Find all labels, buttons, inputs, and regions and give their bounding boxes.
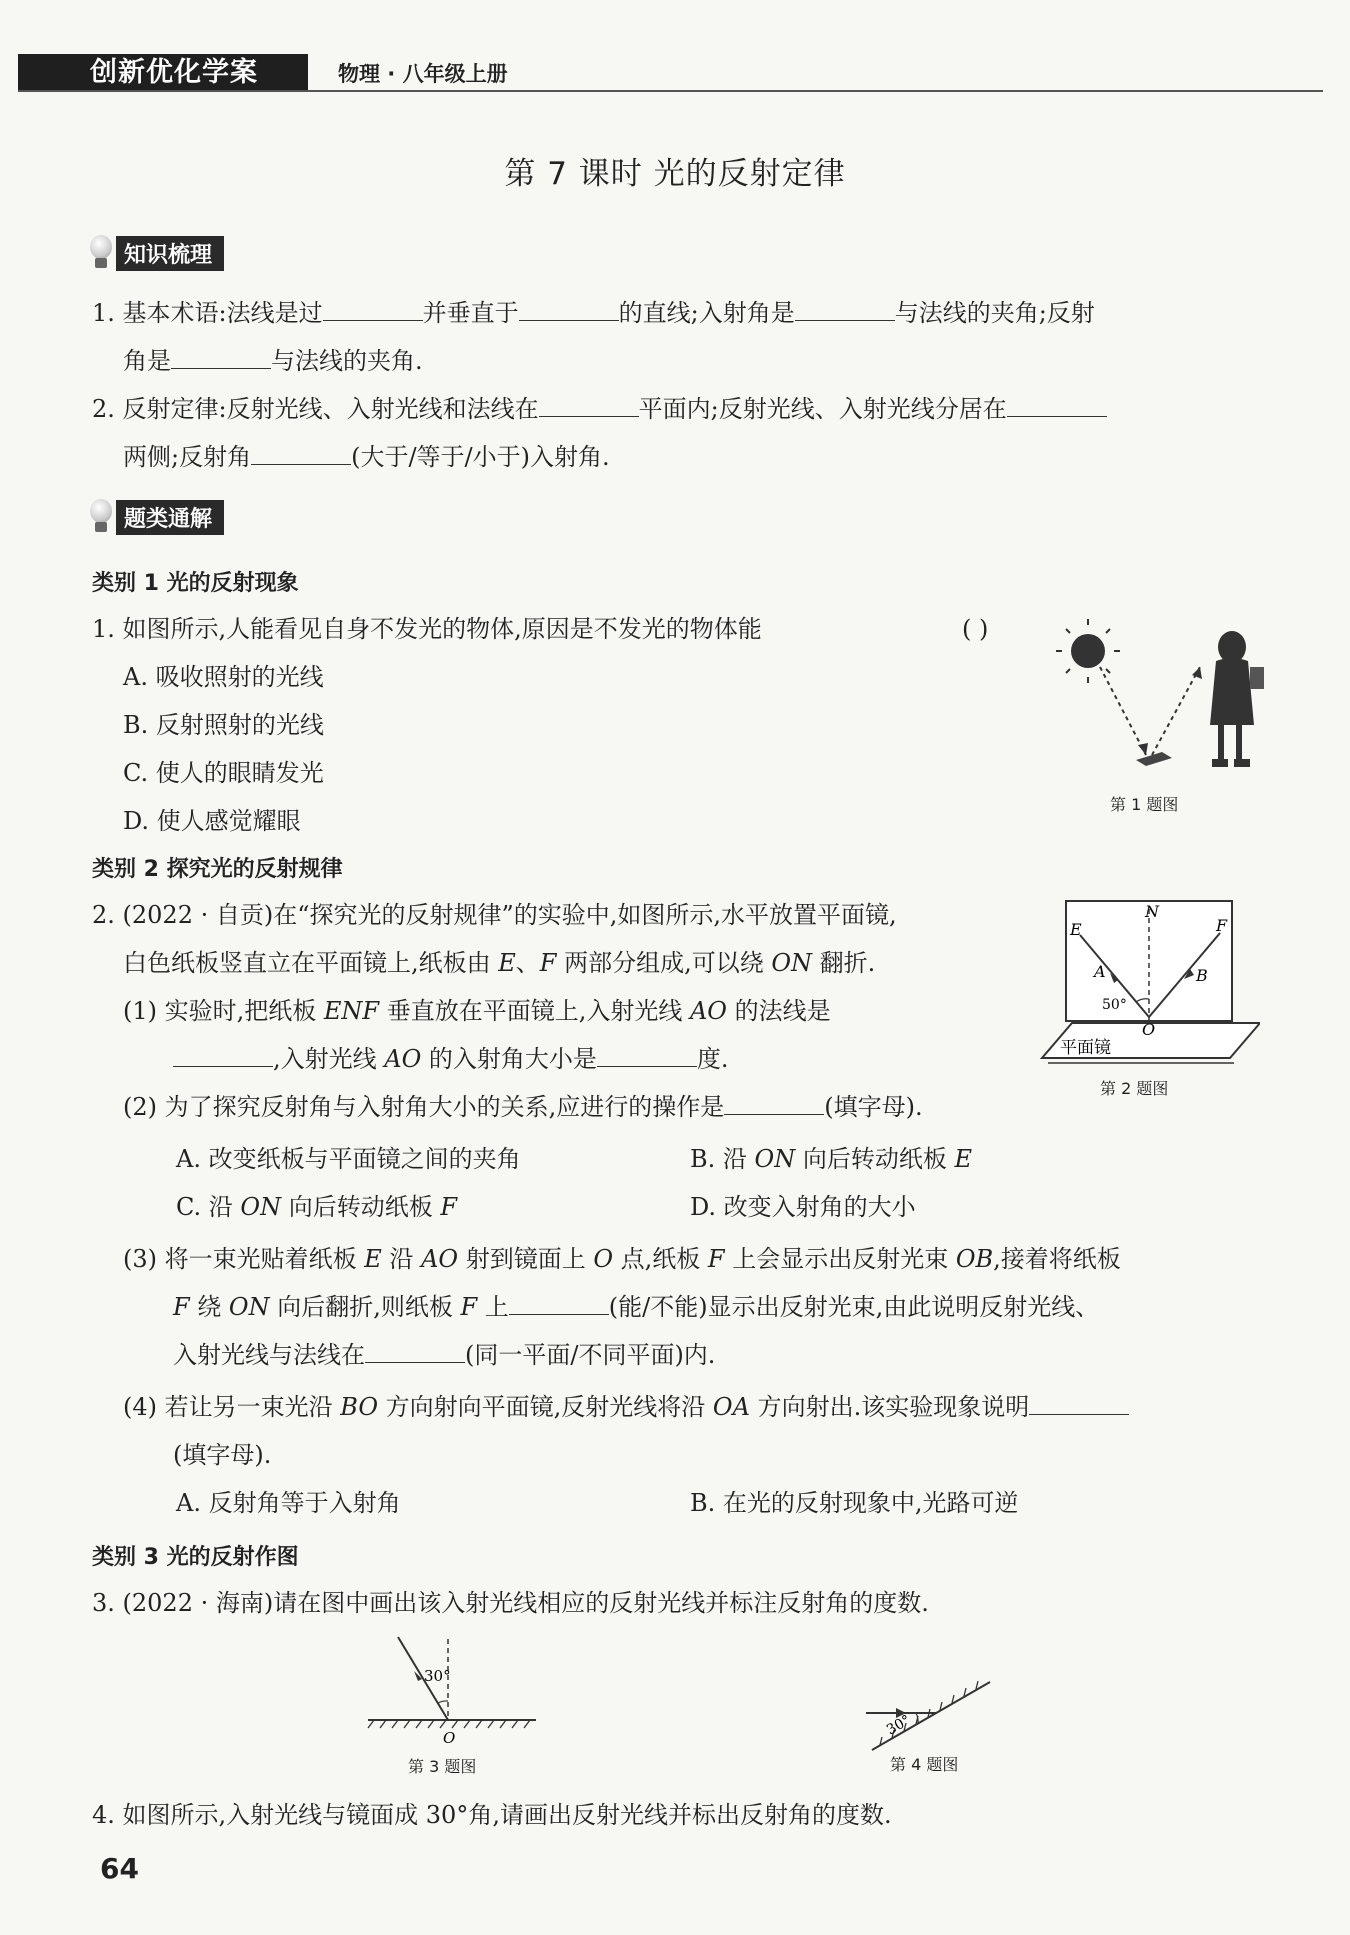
label-f: F xyxy=(1216,916,1228,935)
category-3: 类别 3 光的反射作图 xyxy=(92,1545,299,1570)
answer-blank[interactable] xyxy=(724,1092,824,1115)
q2-stem-line1: 2. (2022 · 自贡)在“探究光的反射规律”的实验中,如图所示,水平放置平面镜, xyxy=(92,901,897,929)
sun-icon xyxy=(1056,619,1120,683)
q2-option-b[interactable]: B. 沿 ON 向后转动纸板 E xyxy=(690,1145,973,1173)
label-n: N xyxy=(1145,902,1159,921)
q3-figure-caption: 第 3 题图 xyxy=(408,1757,477,1776)
answer-blank[interactable] xyxy=(539,394,639,417)
lightbulb-icon xyxy=(88,499,114,535)
q4-figure xyxy=(860,1620,1010,1755)
mirror-surface xyxy=(872,1682,990,1750)
section-label: 知识梳理 xyxy=(116,236,224,271)
q4-figure-caption: 第 4 题图 xyxy=(890,1755,959,1774)
q3-stem: 3. (2022 · 海南)请在图中画出该入射光线相应的反射光线并标注反射角的度数. xyxy=(92,1589,929,1617)
answer-blank[interactable] xyxy=(251,442,351,465)
q2-sub2: (2) 为了探究反射角与入射角大小的关系,应进行的操作是 (填字母). xyxy=(123,1093,923,1121)
label-a: A xyxy=(1094,962,1106,981)
q2-sub3-line1: (3) 将一束光贴着纸板 E 沿 AO 射到镜面上 O 点,纸板 F 上会显示出反射光束 OB,接着将纸板 xyxy=(123,1245,1121,1273)
category-2: 类别 2 探究光的反射规律 xyxy=(92,857,343,882)
answer-blank[interactable] xyxy=(795,298,895,321)
knowledge-q2-line1: 2. 反射定律:反射光线、入射光线和法线在 平面内;反射光线、入射光线分居在 xyxy=(92,394,1107,424)
q2-option-a[interactable]: A. 改变纸板与平面镜之间的夹角 xyxy=(176,1145,521,1173)
q2-figure xyxy=(1030,895,1260,1070)
q1-option-d[interactable]: D. 使人感觉耀眼 xyxy=(123,807,301,835)
q1-figure-caption: 第 1 题图 xyxy=(1110,795,1179,814)
q2-sub4-line2: (填字母). xyxy=(173,1441,272,1469)
answer-blank[interactable] xyxy=(519,298,619,321)
q2-sub4-option-a[interactable]: A. 反射角等于入射角 xyxy=(176,1489,401,1517)
q2-sub3-line2: F 绕 ON 向后翻折,则纸板 F 上 (能/不能)显示出反射光束,由此说明反射光线、 xyxy=(173,1293,1100,1321)
header-subject: 物理 · 八年级上册 xyxy=(338,62,508,86)
header-rule xyxy=(18,90,1323,92)
answer-blank[interactable] xyxy=(1029,1392,1129,1415)
section-types xyxy=(88,500,224,534)
header-brand: 创新优化学案 xyxy=(18,54,308,92)
q2-figure-caption: 第 2 题图 xyxy=(1100,1079,1169,1098)
q2-sub4-line1: (4) 若让另一束光沿 BO 方向射向平面镜,反射光线将沿 OA 方向射出.该实验现象说明 xyxy=(123,1392,1129,1422)
answer-blank[interactable] xyxy=(323,298,423,321)
q1-option-b[interactable]: B. 反射照射的光线 xyxy=(123,711,324,739)
q1-stem: 1. 如图所示,人能看见自身不发光的物体,原因是不发光的物体能 xyxy=(92,615,762,643)
answer-blank[interactable] xyxy=(171,346,271,369)
q2-sub1-line2: ,入射光线 AO 的入射角大小是 度. xyxy=(173,1044,729,1074)
page-number: 64 xyxy=(100,1852,139,1885)
q1-option-a[interactable]: A. 吸收照射的光线 xyxy=(123,663,324,691)
q2-option-d[interactable]: D. 改变入射角的大小 xyxy=(690,1193,916,1221)
section-knowledge xyxy=(88,236,224,270)
q2-stem-line2: 白色纸板竖直立在平面镜上,纸板由 E、F 两部分组成,可以绕 ON 翻折. xyxy=(123,949,876,977)
label-b: B xyxy=(1196,966,1208,985)
q1-answer-paren[interactable]: ( ) xyxy=(962,615,989,643)
book-icon xyxy=(1136,752,1172,766)
answer-blank[interactable] xyxy=(1007,394,1107,417)
knowledge-q1-line1: 1. 基本术语:法线是过 并垂直于 的直线;入射角是 与法线的夹角;反射 xyxy=(92,299,1095,327)
incident-ray xyxy=(1100,667,1146,755)
angle-label: 30° xyxy=(884,1712,914,1739)
knowledge-q2-line2: 两侧;反射角 (大于/等于/小于)入射角. xyxy=(123,443,610,471)
answer-blank[interactable] xyxy=(509,1292,609,1315)
mirror-label: 平面镜 xyxy=(1060,1038,1111,1058)
knowledge-q1-line2: 角是 与法线的夹角. xyxy=(123,347,423,375)
q2-sub4-option-b[interactable]: B. 在光的反射现象中,光路可逆 xyxy=(690,1489,1019,1517)
answer-blank[interactable] xyxy=(365,1340,465,1363)
label-e: E xyxy=(1070,920,1082,939)
page-title: 第 7 课时 光的反射定律 xyxy=(504,156,846,192)
label-o: O xyxy=(443,1729,456,1745)
q2-option-c[interactable]: C. 沿 ON 向后转动纸板 F xyxy=(176,1193,458,1221)
q1-option-c[interactable]: C. 使人的眼睛发光 xyxy=(123,759,324,787)
section-label: 题类通解 xyxy=(116,500,224,535)
q2-sub1-line1: (1) 实验时,把纸板 ENF 垂直放在平面镜上,入射光线 AO 的法线是 xyxy=(123,997,831,1025)
category-1: 类别 1 光的反射现象 xyxy=(92,571,299,596)
q2-sub3-line3: 入射光线与法线在 (同一平面/不同平面)内. xyxy=(173,1341,716,1369)
angle-label: 50° xyxy=(1102,997,1127,1013)
girl-icon xyxy=(1210,631,1264,767)
q4-stem: 4. 如图所示,入射光线与镜面成 30°角,请画出反射光线并标出反射角的度数. xyxy=(92,1801,892,1829)
reflected-ray xyxy=(1152,667,1200,755)
answer-blank[interactable] xyxy=(597,1044,697,1067)
lightbulb-icon xyxy=(88,235,114,271)
q3-figure xyxy=(360,1635,540,1745)
angle-label: 30° xyxy=(424,1667,451,1685)
answer-blank[interactable] xyxy=(173,1044,273,1067)
q1-figure xyxy=(1040,615,1290,790)
label-o: O xyxy=(1142,1020,1156,1039)
